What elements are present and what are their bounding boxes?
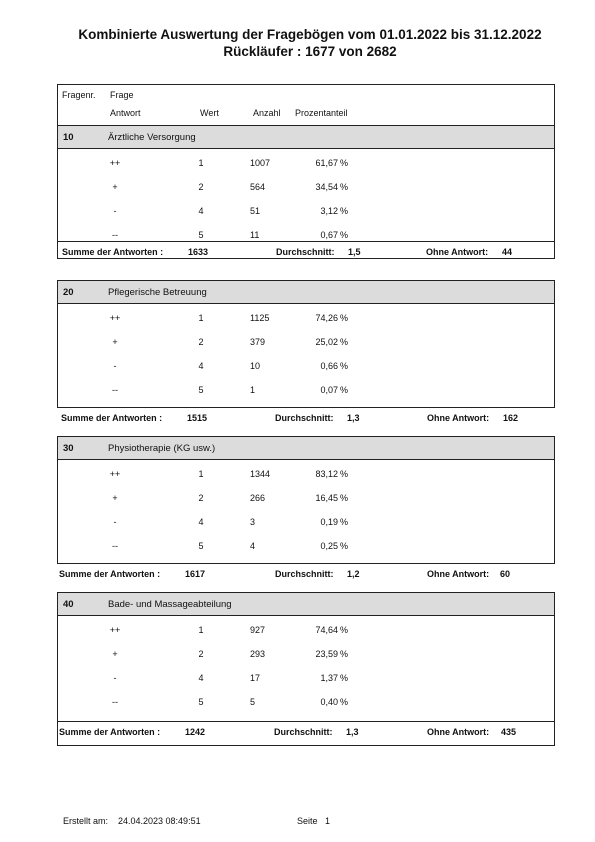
title-line-period: Kombinierte Auswertung der Fragebögen vom 01.01.2022 bis 31.12.2022 — [78, 27, 542, 42]
answer-value: 5 — [198, 541, 204, 551]
answer-symbol: - — [113, 517, 117, 527]
page-number: 1 — [325, 816, 331, 826]
answer-row — [58, 361, 554, 375]
question-text: Physiotherapie (KG usw.) — [108, 443, 216, 454]
answer-symbol: + — [112, 337, 118, 347]
answer-value: 2 — [198, 649, 204, 659]
answer-value: 5 — [198, 697, 204, 707]
question-bar — [58, 436, 554, 460]
answer-percent: 16,45 — [315, 493, 338, 503]
answer-symbol: - — [113, 361, 117, 371]
answer-percent: 3,12 — [320, 206, 338, 216]
answer-symbol: - — [113, 673, 117, 683]
answer-value: 2 — [198, 182, 204, 192]
percent-sign: % — [340, 697, 349, 707]
summary-total: 1242 — [185, 727, 206, 737]
answer-symbol: ++ — [109, 313, 121, 323]
summary-label: Summe der Antworten : — [59, 569, 161, 579]
answer-percent: 0,19 — [320, 517, 338, 527]
created-label: Erstellt am: — [63, 816, 109, 826]
header-prozent: Prozentanteil — [295, 108, 348, 118]
percent-sign: % — [340, 158, 349, 168]
percent-sign: % — [340, 361, 349, 371]
answer-value: 4 — [198, 673, 204, 683]
average-label: Durchschnitt: — [276, 247, 335, 257]
summary-row — [57, 564, 555, 582]
question-number: 30 — [63, 443, 74, 454]
answer-value: 1 — [198, 313, 204, 323]
header-antwort: Antwort — [110, 108, 141, 118]
answer-count: 1 — [250, 385, 256, 395]
answer-symbol: + — [112, 649, 118, 659]
answer-percent: 34,54 — [315, 182, 338, 192]
answer-percent: 0,40 — [320, 697, 338, 707]
answer-count: 293 — [250, 649, 266, 659]
answer-symbol: - — [113, 206, 117, 216]
summary-row — [58, 721, 554, 740]
page-label: Seite — [297, 816, 318, 826]
report-title — [60, 26, 560, 60]
answer-count: 3 — [250, 517, 256, 527]
without-answer-value: 44 — [502, 247, 513, 257]
answer-symbol: + — [112, 182, 118, 192]
question-text: Bade- und Massageabteilung — [108, 599, 232, 610]
answer-percent: 1,37 — [320, 673, 338, 683]
answer-count: 4 — [250, 541, 256, 551]
answer-count: 1344 — [250, 469, 271, 479]
question-number: 40 — [63, 599, 74, 610]
average-label: Durchschnitt: — [275, 413, 334, 423]
answer-percent: 83,12 — [315, 469, 338, 479]
summary-total: 1633 — [188, 247, 209, 257]
average-value: 1,3 — [347, 413, 360, 423]
answer-row — [58, 158, 554, 172]
question-number: 20 — [63, 287, 74, 298]
answer-percent: 0,25 — [320, 541, 338, 551]
summary-label: Summe der Antworten : — [61, 413, 163, 423]
without-answer-value: 60 — [500, 569, 511, 579]
answer-count: 564 — [250, 182, 266, 192]
question-bar — [58, 125, 554, 149]
section-30-box — [57, 436, 555, 564]
percent-sign: % — [340, 337, 349, 347]
average-value: 1,2 — [347, 569, 360, 579]
percent-sign: % — [340, 493, 349, 503]
answer-row — [58, 493, 554, 507]
percent-sign: % — [340, 230, 349, 240]
question-number: 10 — [63, 132, 74, 143]
header-anzahl: Anzahl — [253, 108, 281, 118]
summary-total: 1617 — [185, 569, 206, 579]
percent-sign: % — [340, 469, 349, 479]
without-answer-label: Ohne Antwort: — [427, 569, 490, 579]
question-text: Pflegerische Betreuung — [108, 287, 207, 298]
answer-count: 51 — [250, 206, 261, 216]
created-value: 24.04.2023 08:49:51 — [118, 816, 201, 826]
answer-symbol: + — [112, 493, 118, 503]
answer-row — [58, 206, 554, 220]
answer-percent: 74,26 — [315, 313, 338, 323]
answer-count: 11 — [250, 230, 260, 240]
answer-count: 927 — [250, 625, 266, 635]
answer-row — [58, 673, 554, 687]
without-answer-label: Ohne Antwort: — [426, 247, 489, 257]
percent-sign: % — [340, 625, 349, 635]
answer-value: 4 — [198, 517, 204, 527]
answer-percent: 23,59 — [315, 649, 338, 659]
average-label: Durchschnitt: — [274, 727, 333, 737]
percent-sign: % — [340, 206, 349, 216]
answer-row — [58, 649, 554, 663]
section-20-box — [57, 280, 555, 408]
answer-value: 5 — [198, 230, 204, 240]
answer-row — [58, 337, 554, 351]
average-value: 1,3 — [346, 727, 359, 737]
answer-percent: 0,67 — [320, 230, 338, 240]
answer-symbol: -- — [112, 541, 118, 551]
summary-row — [57, 408, 555, 426]
answer-value: 4 — [198, 361, 204, 371]
answer-value: 1 — [198, 469, 204, 479]
answer-row — [58, 313, 554, 327]
question-text: Ärztliche Versorgung — [108, 132, 196, 143]
without-answer-value: 435 — [501, 727, 517, 737]
percent-sign: % — [340, 313, 349, 323]
answer-symbol: -- — [112, 385, 118, 395]
answer-count: 379 — [250, 337, 266, 347]
answer-row — [58, 697, 554, 711]
header-fragenr: Fragenr. — [62, 90, 96, 100]
answer-percent: 61,67 — [315, 158, 338, 168]
without-answer-value: 162 — [503, 413, 519, 423]
answer-percent: 25,02 — [315, 337, 338, 347]
percent-sign: % — [340, 182, 349, 192]
answer-count: 1125 — [250, 313, 270, 323]
summary-row — [58, 241, 554, 260]
answer-value: 1 — [198, 625, 204, 635]
answer-row — [58, 469, 554, 483]
average-value: 1,5 — [348, 247, 361, 257]
header-frage: Frage — [110, 90, 134, 100]
answer-symbol: -- — [112, 697, 118, 707]
summary-label: Summe der Antworten : — [62, 247, 164, 257]
answer-count: 5 — [250, 697, 256, 707]
answer-count: 10 — [250, 361, 261, 371]
percent-sign: % — [340, 649, 349, 659]
answer-percent: 0,07 — [320, 385, 338, 395]
answer-symbol: ++ — [109, 158, 121, 168]
answer-row — [58, 625, 554, 639]
question-bar — [58, 280, 554, 304]
answer-row — [58, 385, 554, 399]
answer-symbol: ++ — [109, 469, 121, 479]
answer-symbol: ++ — [109, 625, 121, 635]
summary-total: 1515 — [187, 413, 208, 423]
without-answer-label: Ohne Antwort: — [427, 727, 490, 737]
answer-symbol: -- — [112, 230, 118, 240]
answer-value: 5 — [198, 385, 204, 395]
answer-count: 1007 — [250, 158, 271, 168]
percent-sign: % — [340, 517, 349, 527]
question-bar — [58, 592, 554, 616]
answer-percent: 74,64 — [315, 625, 338, 635]
answer-percent: 0,66 — [320, 361, 338, 371]
without-answer-label: Ohne Antwort: — [427, 413, 490, 423]
answer-count: 17 — [250, 673, 261, 683]
title-line-returns: Rückläufer : 1677 von 2682 — [223, 44, 397, 59]
answer-value: 4 — [198, 206, 204, 216]
answer-count: 266 — [250, 493, 266, 503]
answer-value: 2 — [198, 493, 204, 503]
answer-row — [58, 517, 554, 531]
percent-sign: % — [340, 385, 349, 395]
percent-sign: % — [340, 673, 349, 683]
answer-value: 1 — [198, 158, 204, 168]
header-wert: Wert — [200, 108, 219, 118]
average-label: Durchschnitt: — [275, 569, 334, 579]
summary-label: Summe der Antworten : — [59, 727, 161, 737]
section-40-box — [57, 592, 555, 746]
answer-row — [58, 541, 554, 555]
answer-row — [58, 182, 554, 196]
section-10-box — [57, 84, 555, 259]
answer-value: 2 — [198, 337, 204, 347]
percent-sign: % — [340, 541, 349, 551]
